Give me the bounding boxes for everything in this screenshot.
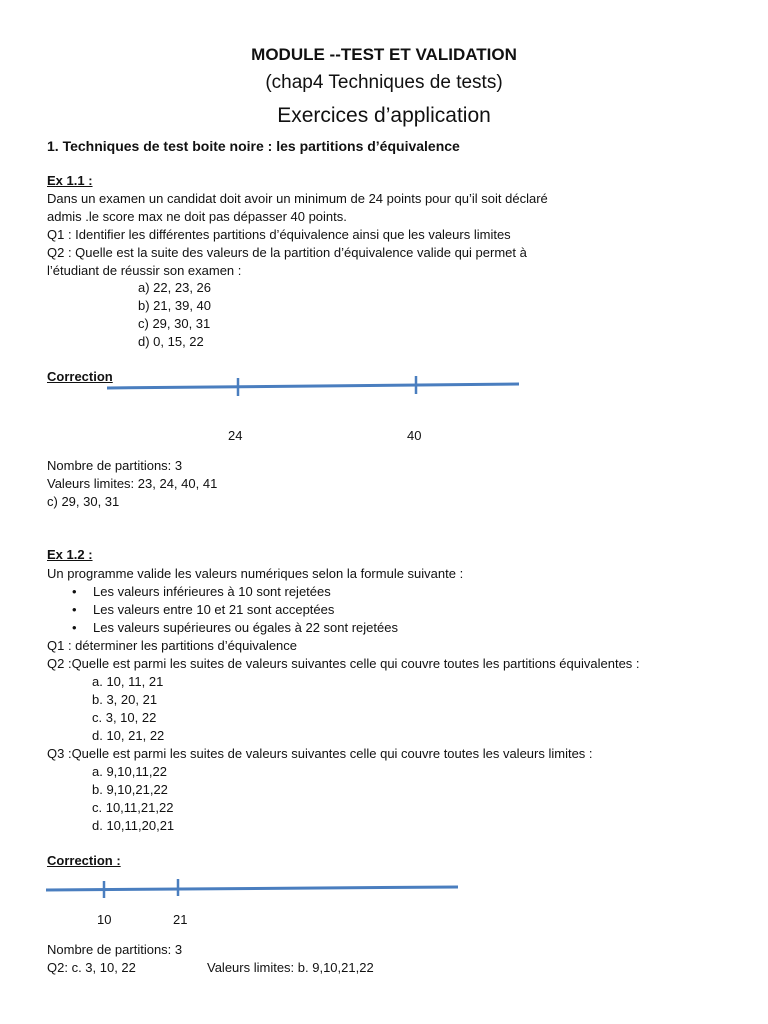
answer-line: Valeurs limites: 23, 24, 40, 41 xyxy=(47,476,218,491)
answer-limits: Valeurs limites: b. 9,10,21,22 xyxy=(207,960,374,975)
exercise-label: Ex 1.1 : xyxy=(47,173,93,188)
axis-label: 24 xyxy=(228,428,243,443)
bullet-item: • Les valeurs supérieures ou égales à 22 sont rejetées xyxy=(93,619,398,637)
option-item: c) 29, 30, 31 xyxy=(138,316,211,331)
question-line: Q2 : Quelle est la suite des valeurs de la partition d’équivalence valide qui permet à xyxy=(47,245,527,260)
axis-label: 40 xyxy=(407,428,422,443)
exercise-intro: Un programme valide les valeurs numériques selon la formule suivante : xyxy=(47,566,464,581)
question-line: Q1 : Identifier les différentes partitions d’équivalence ainsi que les valeurs limites xyxy=(47,227,511,242)
answer-q2: Q2: c. 3, 10, 22 xyxy=(47,960,136,975)
question-line: l’étudiant de réussir son examen : xyxy=(47,263,242,278)
bullet-item: • Les valeurs inférieures à 10 sont rejetées xyxy=(93,583,331,601)
document-subtitle: (chap4 Techniques de tests) xyxy=(265,72,503,93)
option-item: a. 9,10,11,22 xyxy=(92,764,167,779)
number-line-ex11 xyxy=(107,376,519,396)
document-title: MODULE --TEST ET VALIDATION xyxy=(251,45,517,64)
number-line-ex12 xyxy=(46,879,458,898)
question-line: Q3 :Quelle est parmi les suites de valeurs suivantes celle qui couvre toutes les valeurs limites : xyxy=(47,746,593,761)
option-item: d) 0, 15, 22 xyxy=(138,334,204,349)
section-title: 1. Techniques de test boite noire : les partitions d’équivalence xyxy=(47,138,460,154)
question-line: Q2 :Quelle est parmi les suites de valeurs suivantes celle qui couvre toutes les partitions équivalentes : xyxy=(47,656,640,671)
option-item: c. 10,11,21,22 xyxy=(92,800,174,815)
answer-line: Nombre de partitions: 3 xyxy=(47,458,183,473)
correction-label: Correction : xyxy=(47,853,121,868)
option-item: b. 9,10,21,22 xyxy=(92,782,168,797)
option-item: d. 10, 21, 22 xyxy=(92,728,165,743)
axis-line xyxy=(46,887,458,890)
answer-line: Nombre de partitions: 3 xyxy=(47,942,183,957)
correction-label: Correction xyxy=(47,369,113,384)
exercise-text-line: admis .le score max ne doit pas dépasser 40 points. xyxy=(47,209,347,224)
option-item: a. 10, 11, 21 xyxy=(92,674,164,689)
answer-line: c) 29, 30, 31 xyxy=(47,494,120,509)
bullet-item: • Les valeurs entre 10 et 21 sont acceptées xyxy=(93,601,334,619)
option-item: a) 22, 23, 26 xyxy=(138,280,211,295)
option-item: d. 10,11,20,21 xyxy=(92,818,175,833)
exercise-label: Ex 1.2 : xyxy=(47,547,93,562)
question-line: Q1 : déterminer les partitions d’équivalence xyxy=(47,638,298,653)
axis-label: 10 xyxy=(97,912,112,927)
option-item: b) 21, 39, 40 xyxy=(138,298,211,313)
option-item: c. 3, 10, 22 xyxy=(92,710,157,725)
exercise-text-line: Dans un examen un candidat doit avoir un minimum de 24 points pour qu’il soit déclaré xyxy=(47,191,548,206)
axis-line xyxy=(107,384,519,388)
document-heading: Exercices d’application xyxy=(277,104,491,127)
option-item: b. 3, 20, 21 xyxy=(92,692,158,707)
axis-label: 21 xyxy=(173,912,188,927)
